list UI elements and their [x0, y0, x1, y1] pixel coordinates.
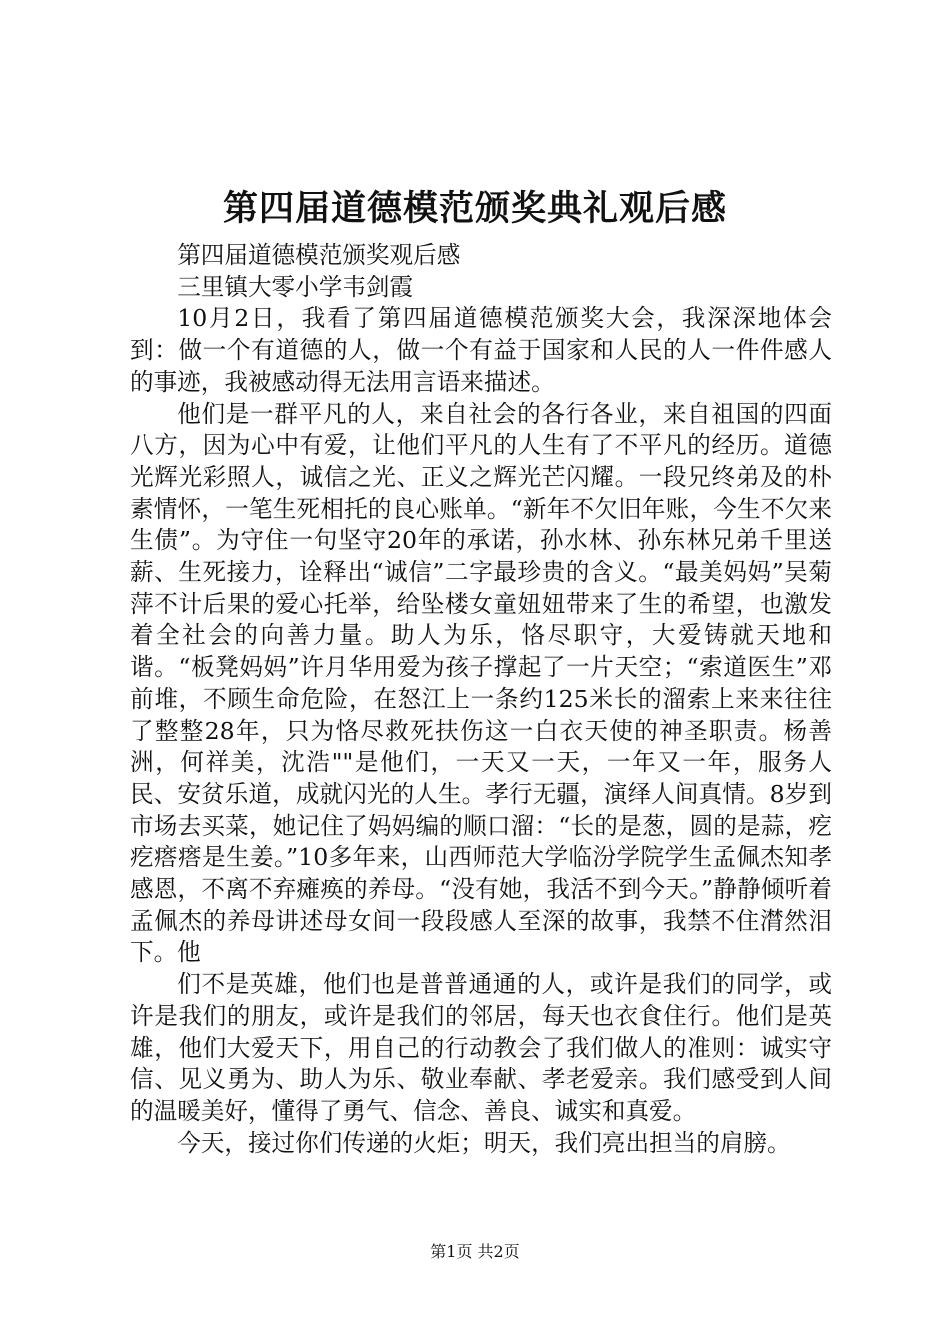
- paragraph: 他们是一群平凡的人，来自社会的各行各业，来自祖国的四面八方，因为心中有爱，让他们平凡的人生有了不平凡的经历。道德光辉光彩照人，诚信之光、正义之辉光芒闪耀。一段兄终弟及的朴素情怀，一笔生死相托的良心账单。“新年不欠旧年账，今生不欠来生债”。为守住一句坚守20年的承诺，孙水林、孙东林兄弟千里送薪、生死接力，诠释出“诚信”二字最珍贵的含义。“最美妈妈”吴菊萍不计后果的爱心托举，给坠楼女童妞妞带来了生的希望，也激发着全社会的向善力量。助人为乐，恪尽职守，大爱铸就天地和谐。“板凳妈妈”许月华用爱为孩子撑起了一片天空；“索道医生”邓前堆，不顾生命危险，在怒江上一条约125米长的溜索上来来往往了整整28年，只为恪尽救死扶伤这一白衣天使的神圣职责。杨善洲，何祥美，沈浩""是他们，一天又一天，一年又一年，服务人民、安贫乐道，成就闪光的人生。孝行无疆，演绎人间真情。8岁到市场去买菜，她记住了妈妈编的顺口溜：“长的是葱，圆的是蒜，疙疙瘩瘩是生姜。”10多年来，山西师范大学临汾学院学生孟佩杰知孝感恩，不离不弃瘫痪的养母。“没有她，我活不到今天。”静静倾听着孟佩杰的养母讲述母女间一段段感人至深的故事，我禁不住潸然泪下。他: [130, 399, 832, 967]
- page-number-footer: 第1页 共2页: [430, 1242, 520, 1261]
- paragraph-subtitle: 第四届道德模范颁奖观后感: [177, 241, 461, 269]
- paragraph: 们不是英雄，他们也是普普通通的人，或许是我们的同学，或许是我们的朋友，或许是我们的邻居，每天也衣食住行。他们是英雄，他们大爱天下，用自己的行动教会了我们做人的准则：诚实守信、见义勇为、助人为乐、敬业奉献、孝老爱亲。我们感受到人间的温暖美好，懂得了勇气、信念、善良、诚实和真爱。: [130, 970, 832, 1125]
- document-title: 第四届道德模范颁奖典礼观后感: [222, 188, 727, 229]
- paragraph: 今天，接过你们传递的火炬；明天，我们亮出担当的肩膀。: [177, 1128, 791, 1157]
- paragraph: 10月2日，我看了第四届道德模范颁奖大会，我深深地体会到：做一个有道德的人，做一个有益于国家和人民的人一件件感人的事迹，我被感动得无法用言语来描述。: [130, 304, 832, 396]
- paragraph-author: 三里镇大零小学韦剑霞: [177, 272, 414, 301]
- document-body: [130, 240, 832, 1159]
